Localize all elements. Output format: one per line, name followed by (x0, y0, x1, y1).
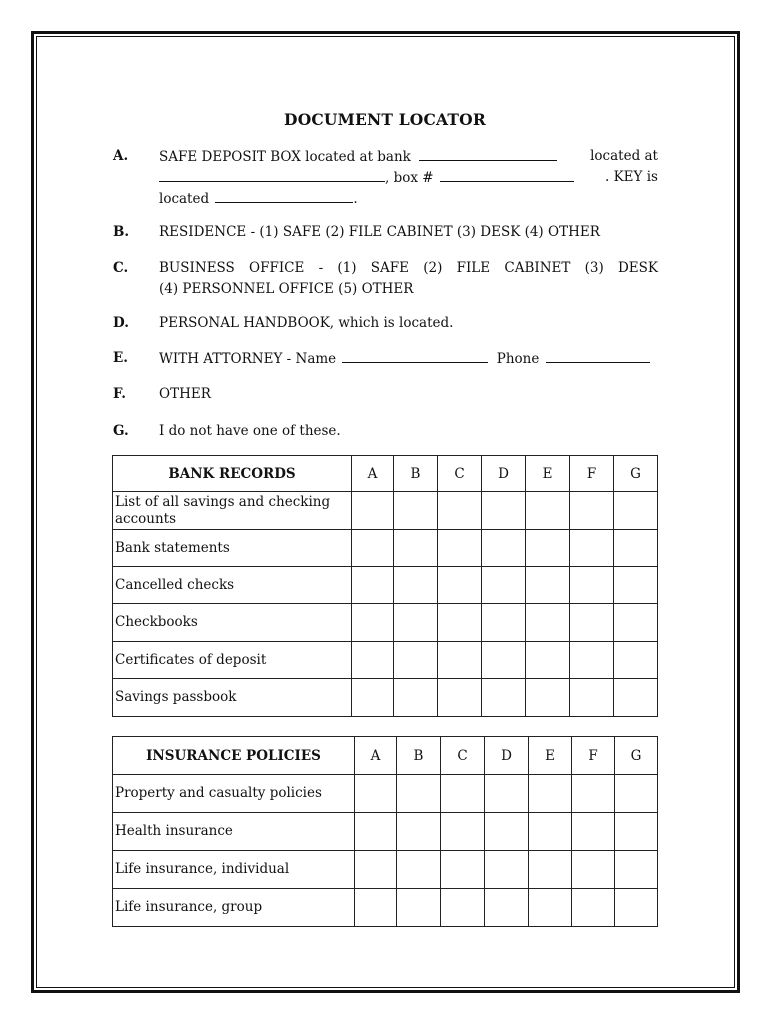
column-header-b: B (394, 456, 438, 492)
item-a-located-at: located at (590, 148, 658, 164)
item-a-key-label: . KEY is (605, 169, 658, 185)
checkbox-cell[interactable] (355, 813, 397, 851)
checkbox-cell[interactable] (614, 642, 658, 679)
checkbox-cell[interactable] (438, 492, 482, 530)
item-a-body (159, 146, 658, 209)
checkbox-cell[interactable] (570, 567, 614, 604)
checkbox-cell[interactable] (570, 604, 614, 642)
checkbox-cell[interactable] (438, 679, 482, 717)
row-label: List of all savings and checking accounts (113, 492, 352, 530)
checkbox-cell[interactable] (441, 775, 485, 813)
item-c (113, 258, 658, 300)
checkbox-cell[interactable] (615, 851, 658, 889)
checkbox-cell[interactable] (529, 851, 572, 889)
checkbox-cell[interactable] (397, 813, 441, 851)
checkbox-cell[interactable] (482, 567, 526, 604)
checkbox-cell[interactable] (352, 530, 394, 567)
checkbox-cell[interactable] (614, 604, 658, 642)
checkbox-cell[interactable] (438, 567, 482, 604)
table-row (113, 492, 658, 530)
column-header-d: D (485, 737, 529, 775)
checkbox-cell[interactable] (615, 813, 658, 851)
item-c-line1: BUSINESS OFFICE - (1) SAFE (2) FILE CABINET (3) DESK (159, 260, 658, 276)
row-label: Savings passbook (113, 679, 352, 717)
row-label: Certificates of deposit (113, 642, 352, 679)
checkbox-cell[interactable] (397, 851, 441, 889)
column-header-e: E (529, 737, 572, 775)
checkbox-cell[interactable] (572, 775, 615, 813)
checkbox-cell[interactable] (485, 775, 529, 813)
column-header-f: F (570, 456, 614, 492)
checkbox-cell[interactable] (394, 642, 438, 679)
table-row (113, 851, 658, 889)
row-label: Cancelled checks (113, 567, 352, 604)
checkbox-cell[interactable] (529, 775, 572, 813)
checkbox-cell[interactable] (529, 813, 572, 851)
insurance-policies-heading: INSURANCE POLICIES (113, 737, 355, 775)
checkbox-cell[interactable] (482, 604, 526, 642)
checkbox-cell[interactable] (352, 492, 394, 530)
column-header-a: A (355, 737, 397, 775)
table-row (113, 567, 658, 604)
checkbox-cell[interactable] (438, 530, 482, 567)
item-a-line1 (159, 146, 658, 167)
checkbox-cell[interactable] (441, 813, 485, 851)
checkbox-cell[interactable] (352, 604, 394, 642)
item-g (113, 421, 658, 442)
bank-address-field[interactable] (159, 167, 385, 182)
table-header-row (113, 737, 658, 775)
row-label: Checkbooks (113, 604, 352, 642)
column-header-f: F (572, 737, 615, 775)
checkbox-cell[interactable] (441, 889, 485, 927)
bank-records-table (112, 455, 658, 717)
row-label: Property and casualty policies (113, 775, 355, 813)
checkbox-cell[interactable] (482, 492, 526, 530)
item-f (113, 384, 658, 405)
insurance-policies-table (112, 736, 658, 927)
item-letter: A. (113, 148, 129, 164)
item-a-line2 (159, 167, 658, 188)
checkbox-cell[interactable] (485, 851, 529, 889)
checkbox-cell[interactable] (482, 642, 526, 679)
item-c-line2: (4) PERSONNEL OFFICE (5) OTHER (159, 281, 414, 297)
item-letter: D. (113, 315, 129, 331)
checkbox-cell[interactable] (572, 889, 615, 927)
checkbox-cell[interactable] (352, 679, 394, 717)
checkbox-cell[interactable] (394, 567, 438, 604)
column-header-c: C (441, 737, 485, 775)
item-b (113, 222, 658, 243)
item-a (113, 146, 658, 209)
item-letter: G. (113, 423, 129, 439)
item-letter: E. (113, 350, 128, 366)
table-row (113, 604, 658, 642)
table-header-row (113, 456, 658, 492)
item-d (113, 313, 658, 334)
attorney-phone-field[interactable] (546, 348, 650, 363)
checkbox-cell[interactable] (526, 567, 570, 604)
table-row (113, 679, 658, 717)
table-row (113, 813, 658, 851)
checkbox-cell[interactable] (526, 679, 570, 717)
column-header-g: G (615, 737, 658, 775)
row-label: Bank statements (113, 530, 352, 567)
checkbox-cell[interactable] (570, 492, 614, 530)
checkbox-cell[interactable] (572, 813, 615, 851)
item-d-text: PERSONAL HANDBOOK, which is located. (159, 315, 454, 331)
item-a-located: located (159, 191, 210, 207)
column-header-d: D (482, 456, 526, 492)
checkbox-cell[interactable] (614, 679, 658, 717)
item-b-text: RESIDENCE - (1) SAFE (2) FILE CABINET (3) DESK (4) OTHER (159, 224, 600, 240)
item-g-text: I do not have one of these. (159, 423, 341, 439)
checkbox-cell[interactable] (394, 492, 438, 530)
item-e-text: WITH ATTORNEY - Name (159, 351, 337, 367)
column-header-a: A (352, 456, 394, 492)
checkbox-cell[interactable] (438, 642, 482, 679)
checkbox-cell[interactable] (438, 604, 482, 642)
checkbox-cell[interactable] (355, 889, 397, 927)
checkbox-cell[interactable] (397, 889, 441, 927)
table-row (113, 642, 658, 679)
item-a-period: . (353, 191, 358, 207)
item-a-line3 (159, 188, 658, 209)
item-c-body (159, 258, 658, 300)
checkbox-cell[interactable] (572, 851, 615, 889)
item-e (113, 348, 658, 369)
checkbox-cell[interactable] (397, 775, 441, 813)
item-letter: B. (113, 224, 130, 240)
column-header-g: G (614, 456, 658, 492)
item-letter: C. (113, 260, 129, 276)
item-a-text: SAFE DEPOSIT BOX located at bank (159, 149, 411, 165)
checkbox-cell[interactable] (482, 679, 526, 717)
checkbox-cell[interactable] (615, 889, 658, 927)
checkbox-cell[interactable] (394, 679, 438, 717)
key-location-field[interactable] (215, 188, 353, 203)
item-e-body (159, 348, 658, 369)
checkbox-cell[interactable] (614, 567, 658, 604)
row-label: Health insurance (113, 813, 355, 851)
bank-name-field[interactable] (419, 146, 557, 161)
checkbox-cell[interactable] (352, 567, 394, 604)
row-label: Life insurance, group (113, 889, 355, 927)
checkbox-cell[interactable] (614, 530, 658, 567)
item-e-phone-label: Phone (496, 351, 540, 367)
checkbox-cell[interactable] (394, 604, 438, 642)
page-title: DOCUMENT LOCATOR (284, 110, 486, 129)
checkbox-cell[interactable] (482, 530, 526, 567)
table-row (113, 530, 658, 567)
item-f-text: OTHER (159, 386, 211, 402)
checkbox-cell[interactable] (526, 492, 570, 530)
checkbox-cell[interactable] (355, 775, 397, 813)
checkbox-cell[interactable] (529, 889, 572, 927)
checkbox-cell[interactable] (352, 642, 394, 679)
checkbox-cell[interactable] (526, 642, 570, 679)
checkbox-cell[interactable] (394, 530, 438, 567)
checkbox-cell[interactable] (526, 604, 570, 642)
checkbox-cell[interactable] (355, 851, 397, 889)
checkbox-cell[interactable] (570, 642, 614, 679)
checkbox-cell[interactable] (570, 530, 614, 567)
item-a-box-label: , box # (385, 170, 434, 186)
checkbox-cell[interactable] (570, 679, 614, 717)
row-label: Life insurance, individual (113, 851, 355, 889)
checkbox-cell[interactable] (615, 775, 658, 813)
checkbox-cell[interactable] (526, 530, 570, 567)
checkbox-cell[interactable] (485, 813, 529, 851)
table-row (113, 775, 658, 813)
column-header-b: B (397, 737, 441, 775)
bank-records-heading: BANK RECORDS (113, 456, 352, 492)
checkbox-cell[interactable] (614, 492, 658, 530)
checkbox-cell[interactable] (441, 851, 485, 889)
column-header-c: C (438, 456, 482, 492)
table-row (113, 889, 658, 927)
box-number-field[interactable] (440, 167, 574, 182)
attorney-name-field[interactable] (342, 348, 488, 363)
column-header-e: E (526, 456, 570, 492)
checkbox-cell[interactable] (485, 889, 529, 927)
item-letter: F. (113, 386, 126, 402)
